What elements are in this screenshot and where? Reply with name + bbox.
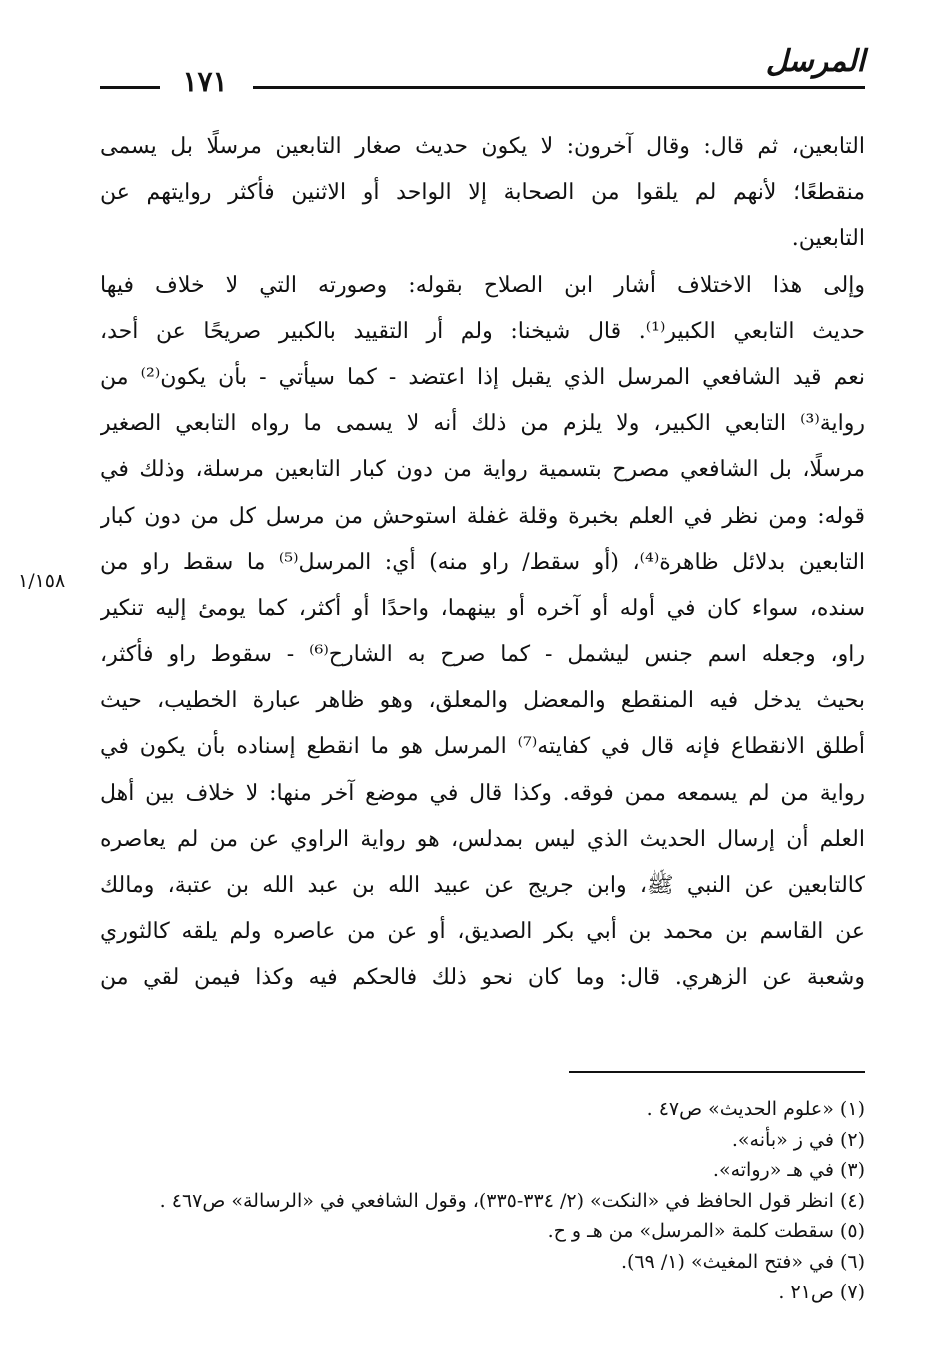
text-line: التابعين.	[791, 226, 865, 252]
text-line: سنده، سواء كان في أوله أو آخره أو بينهما، واحدًا أو أكثر، كما يومئ إليه تنكير	[100, 595, 865, 621]
text-line: التابعين، ثم قال: وقال آخرون: لا يكون حديث صغار التابعين مرسلًا بل يسمى	[100, 134, 865, 159]
text-line: وشعبة عن الزهري. قال: وما كان نحو ذلك فالحكم فيه وكذا فيمن لقي من	[100, 965, 865, 991]
text-line: منقطعًا؛ لأنهم لم يلقوا من الصحابة إلا الواحد أو الاثنين فأكثر روايتهم عن	[100, 180, 865, 206]
footnote: (٧) ص٢١ .	[778, 1281, 865, 1303]
running-header-title: المرسل	[765, 44, 865, 79]
footnote: (٢) في ز «بأنه».	[731, 1128, 865, 1151]
footnote: (٣) في هـ «رواته».	[712, 1159, 865, 1181]
header-rule-short	[100, 86, 160, 89]
text-line: عن القاسم بن محمد بن أبي بكر الصديق، أو عن من عاصره ولم يلقه كالثوري	[100, 919, 865, 945]
main-text	[100, 124, 865, 1002]
text-line: رواية⁽³⁾ التابعي الكبير، ولا يلزم من ذلك أنه لا يسمى ما رواه التابعي الصغير	[100, 411, 865, 437]
text-line: نعم قيد الشافعي المرسل الذي يقبل إذا اعتضد - كما سيأتي - بأن يكون⁽²⁾ من	[100, 364, 865, 390]
margin-reference: ١/١٥٨	[18, 570, 66, 592]
text-line: كالتابعين عن النبي ﷺ، وابن جريج عن عبيد الله بن عبد الله بن عتبة، ومالك	[100, 873, 865, 898]
footnote: (٤) انظر قول الحافظ في «النكت» (٢/ ٣٣٤-٣٣٥)، وقول الشافعي في «الرسالة» ص٤٦٧ .	[159, 1189, 865, 1212]
text-line: راو، وجعله اسم جنس ليشمل - كما صرح به الشارح⁽⁶⁾ - سقوط راو فأكثر،	[100, 642, 865, 668]
text-line: رواية من لم يسمعه ممن فوقه. وكذا قال في موضع آخر منها: لا خلاف بين أهل	[100, 780, 865, 806]
footnote: (٦) في «فتح المغيث» (١/ ٦٩).	[620, 1250, 865, 1273]
text-line: التابعين بدلائل ظاهرة⁽⁴⁾، (أو سقط/ راو منه) أي: المرسل⁽⁵⁾ ما سقط راو من	[100, 549, 865, 575]
footnote-separator	[569, 1071, 865, 1073]
text-line: مرسلًا، بل الشافعي مصرح بتسمية رواية من دون كبار التابعين مرسلة، وذلك في	[100, 457, 865, 483]
text-line: حديث التابعي الكبير⁽¹⁾. قال شيخنا: ولم أر التقييد بالكبير صريحًا عن أحد،	[100, 318, 865, 344]
footnote: (١) «علوم الحديث» ص٤٧ .	[646, 1098, 865, 1120]
text-line: بحيث يدخل فيه المنقطع والمعضل والمعلق، وهو ظاهر عبارة الخطيب، حيث	[100, 688, 865, 714]
footnote: (٥) سقطت كلمة «المرسل» من هـ و ح.	[547, 1220, 865, 1242]
footnotes	[100, 1094, 865, 1308]
text-line: وإلى هذا الاختلاف أشار ابن الصلاح بقوله: وصورته التي لا خلاف فيها	[100, 272, 865, 298]
text-line: العلم أن إرسال الحديث الذي ليس بمدلس، هو رواية الراوي عن من لم يعاصره	[100, 826, 865, 852]
page-number: ١٧١	[182, 65, 228, 98]
text-line: قوله: ومن نظر في العلم بخبرة وقلة غفلة استوحش من مرسل كل من دون كبار	[100, 503, 865, 529]
header-rule	[253, 86, 865, 89]
text-line: أطلق الانقطاع فإنه قال في كفايته⁽⁷⁾ المرسل هو ما انقطع إسناده بأن يكون في	[100, 734, 865, 760]
